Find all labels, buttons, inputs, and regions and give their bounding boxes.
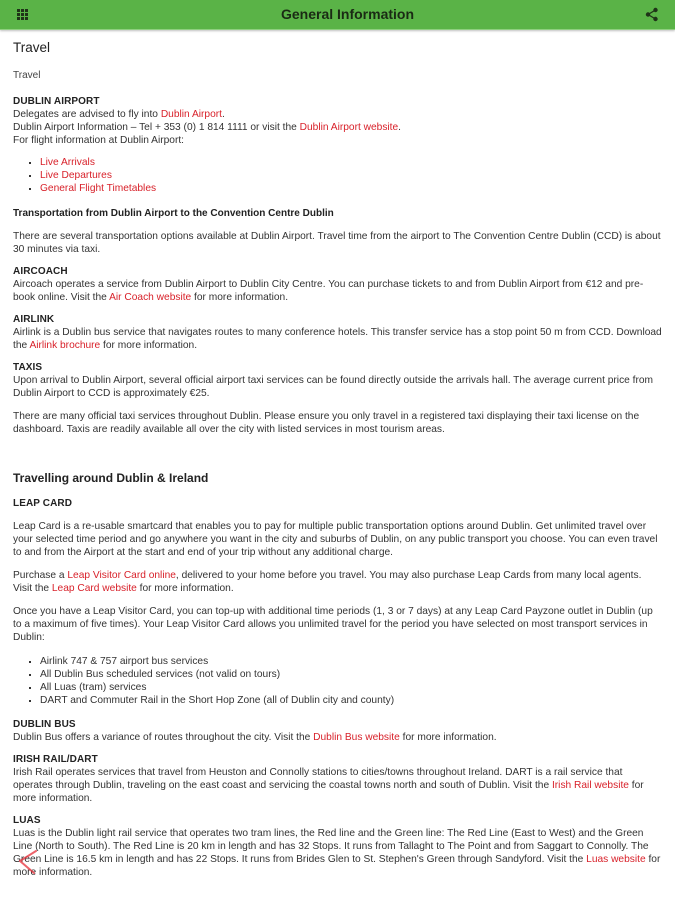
luas-section bbox=[13, 814, 662, 879]
flight-timetables-link[interactable]: General Flight Timetables bbox=[40, 183, 157, 194]
aircoach-website-link[interactable]: Air Coach website bbox=[109, 292, 192, 303]
leap-visitor-card-link[interactable]: Leap Visitor Card online bbox=[67, 570, 176, 581]
text: for more information. bbox=[191, 292, 289, 303]
luas-title: LUAS bbox=[13, 815, 41, 826]
luas-website-link[interactable]: Luas website bbox=[586, 854, 646, 865]
list-item: ▪ All Luas (tram) services bbox=[40, 681, 662, 694]
list-item bbox=[40, 169, 662, 182]
luas-text bbox=[13, 827, 662, 879]
leap-card-section bbox=[13, 497, 662, 707]
airlink-title: AIRLINK bbox=[13, 314, 55, 325]
text: , delivered to your home before you travel. You may also purchase Leap Cards from many local agents. Visit the bbox=[13, 570, 642, 594]
irish-rail-title: IRISH RAIL/DART bbox=[13, 754, 98, 765]
text: for more information. bbox=[13, 780, 644, 804]
text: Irish Rail operates services that travel from Heuston and Connolly stations to cities/towns throughout Ireland. DART is a rail service that operates through Dublin, traveling on the east coast and servicing the coastal towns north and south of Dublin. Visit the bbox=[13, 767, 623, 791]
text: for more information. bbox=[13, 854, 661, 878]
dublin-airport-section bbox=[13, 95, 662, 195]
airlink-brochure-link[interactable]: Airlink brochure bbox=[29, 340, 101, 351]
dublin-airport-link[interactable]: Dublin Airport bbox=[160, 109, 222, 120]
irish-rail-website-link[interactable]: Irish Rail website bbox=[551, 780, 629, 791]
app-bar-title: General Information bbox=[280, 6, 415, 22]
around-dublin-title: Travelling around Dublin & Ireland bbox=[13, 471, 209, 485]
text: Dublin Airport Information – Tel + 353 (0) 1 814 1111 or visit the bbox=[13, 122, 300, 133]
dublin-airport-line2 bbox=[13, 121, 662, 134]
leap-card-title: LEAP CARD bbox=[13, 498, 73, 509]
dublin-airport-line1 bbox=[13, 108, 662, 121]
text: Luas is the Dublin light rail service that operates two tram lines, the Red line and the Green line: The Red Line (East to West) and the Green Line (North to South). The Red Line is 20 km in length and has 32 Stops. It runs from Tallaght to The Point and from Saggart to Connolly. The Green Line is 16.5 km in length and has 22 Stops. It runs from Brides Glen to St. Stephen's Green through Sandyford. Visit the bbox=[13, 828, 649, 865]
taxis-title: TAXIS bbox=[13, 362, 43, 373]
leap-card-text-2 bbox=[13, 569, 662, 595]
dublin-airport-title: DUBLIN AIRPORT bbox=[13, 96, 100, 107]
taxis-text-1: Upon arrival to Dublin Airport, several official airport taxi services can be found directly outside the arrivals hall. The average current price from Dublin Airport to CCD is approximately €25. bbox=[13, 375, 654, 399]
dublin-bus-section bbox=[13, 718, 662, 744]
transport-text: There are several transportation options available at Dublin Airport. Travel time from the airport to The Convention Centre Dublin (CCD) is about 30 minutes via taxi. bbox=[13, 231, 661, 255]
live-departures-link[interactable]: Live Departures bbox=[40, 170, 112, 181]
dublin-bus-title: DUBLIN BUS bbox=[13, 719, 76, 730]
text: . bbox=[221, 109, 225, 120]
dublin-airport-website-link[interactable]: Dublin Airport website bbox=[299, 122, 399, 133]
text: Purchase a bbox=[13, 570, 68, 581]
taxis-text-2: There are many official taxi services throughout Dublin. Please ensure you only travel in a registered taxi displaying their taxi license on the dashboard. Taxis are readily available all over the city with listed services in most tourism areas. bbox=[13, 411, 640, 435]
list-item bbox=[40, 182, 662, 195]
irish-rail-section bbox=[13, 753, 662, 805]
irish-rail-text bbox=[13, 766, 662, 805]
travel-content bbox=[0, 41, 675, 879]
text: for more information. bbox=[100, 340, 198, 351]
list-item: ▪ Airlink 747 & 757 airport bus services bbox=[40, 655, 662, 668]
taxis-section bbox=[13, 361, 662, 436]
aircoach-title: AIRCOACH bbox=[13, 266, 68, 277]
airlink-text bbox=[13, 326, 662, 352]
leap-card-website-link[interactable]: Leap Card website bbox=[51, 583, 137, 594]
leap-card-services-list bbox=[13, 655, 662, 707]
flight-info-list bbox=[13, 156, 662, 195]
dublin-bus-website-link[interactable]: Dublin Bus website bbox=[313, 732, 400, 743]
share-icon[interactable] bbox=[645, 7, 659, 22]
live-arrivals-link[interactable]: Live Arrivals bbox=[40, 157, 95, 168]
leap-card-text-1: Leap Card is a re-usable smartcard that enables you to pay for multiple public transportation options around Dublin. Get unlimited travel over your selected time period and go anywhere you want in the city and suburbs of Dublin, on any public transport you choose. You can even travel to and from the Airport at the start and end of your trip without any additional charge. bbox=[13, 521, 658, 558]
leap-card-text-3: Once you have a Leap Visitor Card, you can top-up with additional time periods (1, 3 or 7 days) at any Leap Card Payzone outlet in Dublin (up to a maximum of five times). Your Leap Visitor Card allows you unlimited travel for the period you have selected on most transport services in Dublin: bbox=[13, 606, 653, 643]
transport-title: Transportation from Dublin Airport to the Convention Centre Dublin bbox=[13, 208, 334, 219]
airlink-section bbox=[13, 313, 662, 352]
page-heading: Travel bbox=[13, 40, 51, 55]
text: Dublin Bus offers a variance of routes throughout the city. Visit the bbox=[13, 732, 314, 743]
list-item: ▪ DART and Commuter Rail in the Short Hop Zone (all of Dublin city and county) bbox=[40, 694, 662, 707]
list-item: ▪ All Dublin Bus scheduled services (not valid on tours) bbox=[40, 668, 662, 681]
aircoach-section bbox=[13, 265, 662, 304]
dublin-airport-line3: For flight information at Dublin Airport: bbox=[13, 135, 184, 146]
text: Delegates are advised to fly into bbox=[13, 109, 161, 120]
aircoach-text bbox=[13, 278, 662, 304]
text: Airlink is a Dublin bus service that navigates routes to many conference hotels. This transfer service has a stop point 50 m from CCD. Download the bbox=[13, 327, 662, 351]
text: for more information. bbox=[399, 732, 497, 743]
text: . bbox=[398, 122, 402, 133]
text: for more information. bbox=[136, 583, 234, 594]
list-item bbox=[40, 156, 662, 169]
app-bar bbox=[0, 0, 675, 30]
page-sub-label: Travel bbox=[13, 70, 41, 81]
dublin-bus-text bbox=[13, 731, 662, 744]
text: Aircoach operates a service from Dublin Airport to Dublin City Centre. You can purchase tickets to and from Dublin Airport from €12 and pre-book online. Visit the bbox=[13, 279, 644, 303]
